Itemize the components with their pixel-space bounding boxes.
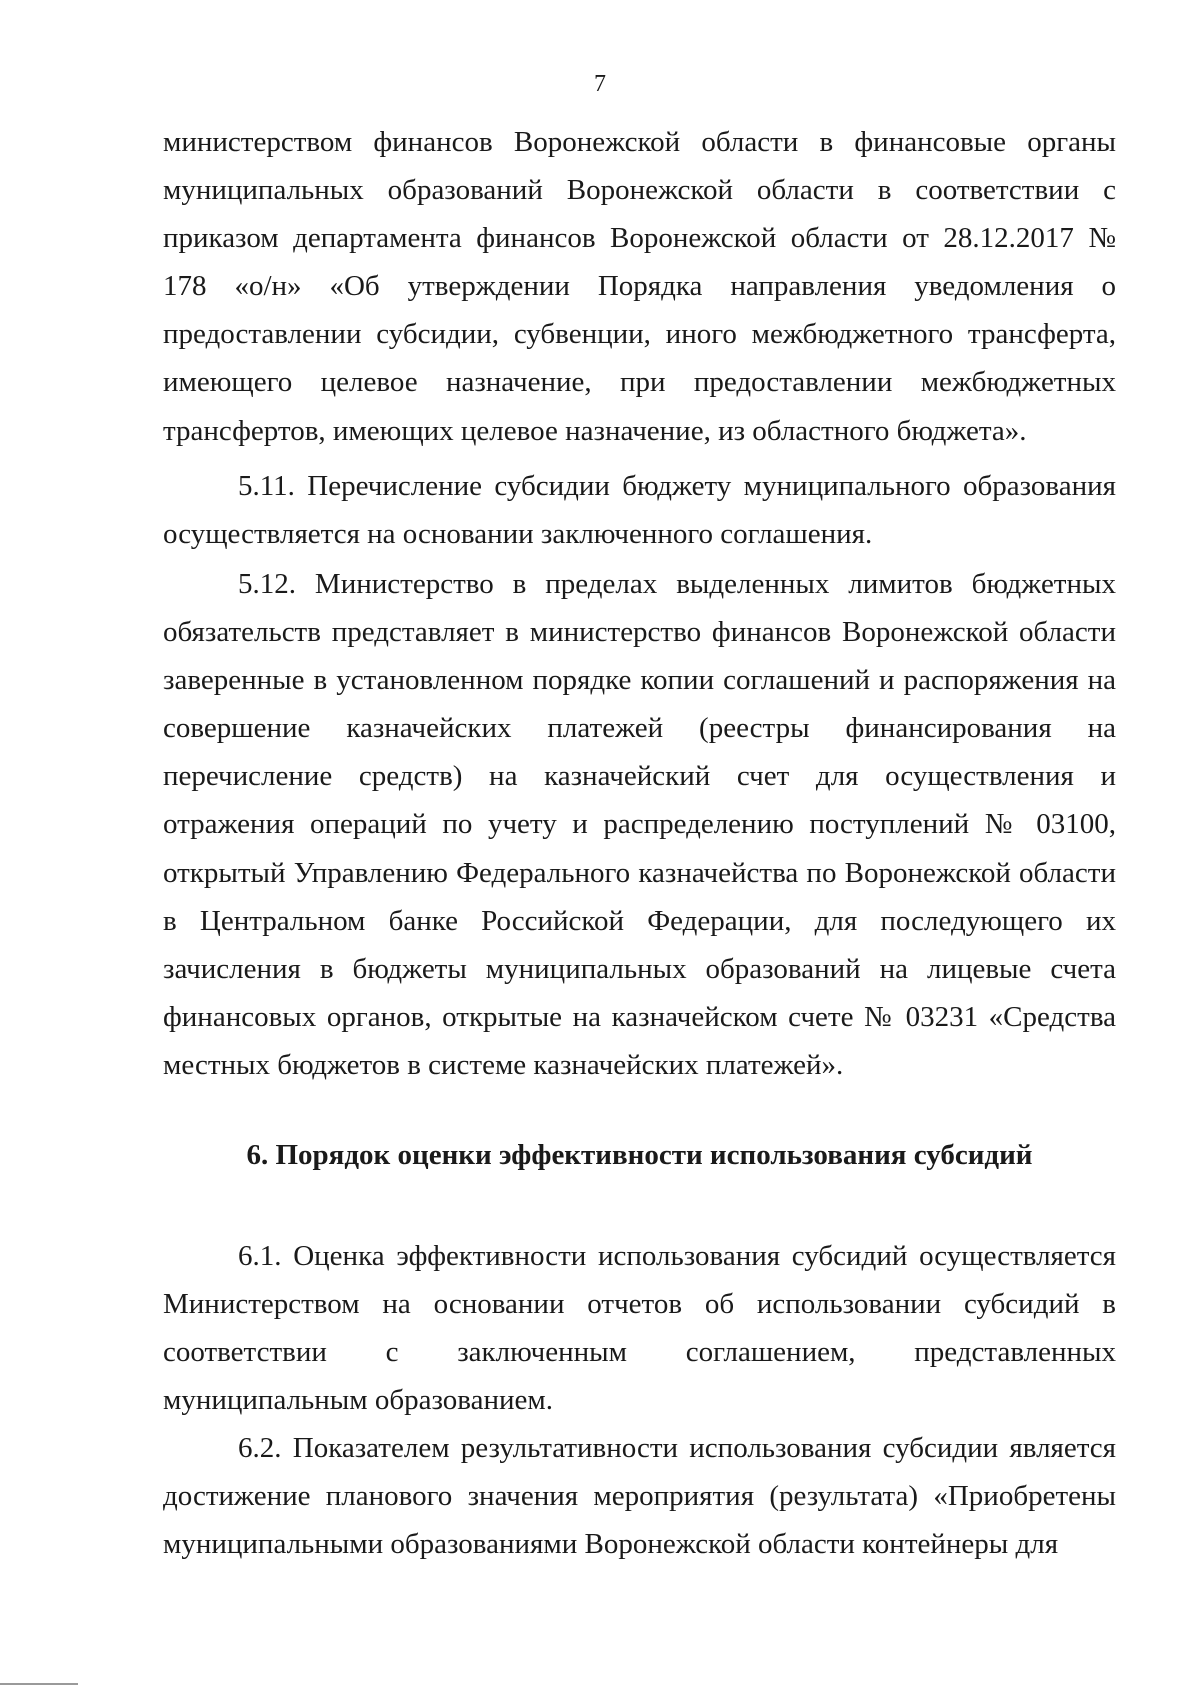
section-6-heading: 6. Порядок оценки эффективности использования субсидий	[246, 1139, 1033, 1171]
paragraph-5-12: 5.12. Министерство в пределах выделенных лимитов бюджетных обязательств представляет в министерство финансов Воронежской области заверенные в установленном порядке копии соглашений и распоряжения на совершение казначейских платежей (реестры финансирования на перечисление средств) на казначейский счет для осуществления и отражения операций по учету и распределению поступлений № 03100, открытый Управлению Федерального казначейства по Воронежской области в Центральном банке Российской Федерации, для последующего их зачисления в бюджеты муниципальных образований на лицевые счета финансовых органов, открытые на казначейском счете № 03231 «Средства местных бюджетов в системе казначейских платежей».	[163, 568, 1116, 1081]
paragraph-5-11: 5.11. Перечисление субсидии бюджету муниципального образования осуществляется на основании заключенного соглашения.	[163, 470, 1116, 551]
scan-edge-mark	[0, 1683, 78, 1685]
paragraph-continuation: министерством финансов Воронежской области в финансовые органы муниципальных образований Воронежской области в соответствии с приказом департамента финансов Воронежской области от 28.12.2017 № 178 «о/н» «Об утверждении Порядка направления уведомления о предоставлении субсидии, субвенции, иного межбюджетного трансферта, имеющего целевое назначение, при предоставлении межбюджетных трансфертов, имеющих целевое назначение, из областного бюджета».	[163, 126, 1116, 447]
page-number: 7	[594, 71, 606, 97]
paragraph-6-2: 6.2. Показателем результативности использования субсидии является достижение планового значения мероприятия (результата) «Приобретены муниципальными образованиями Воронежской области контейнеры для	[163, 1432, 1116, 1561]
paragraph-6-1: 6.1. Оценка эффективности использования субсидий осуществляется Министерством на основании отчетов об использовании субсидий в соответствии с заключенным соглашением, представленных муниципальным образованием.	[163, 1240, 1116, 1417]
